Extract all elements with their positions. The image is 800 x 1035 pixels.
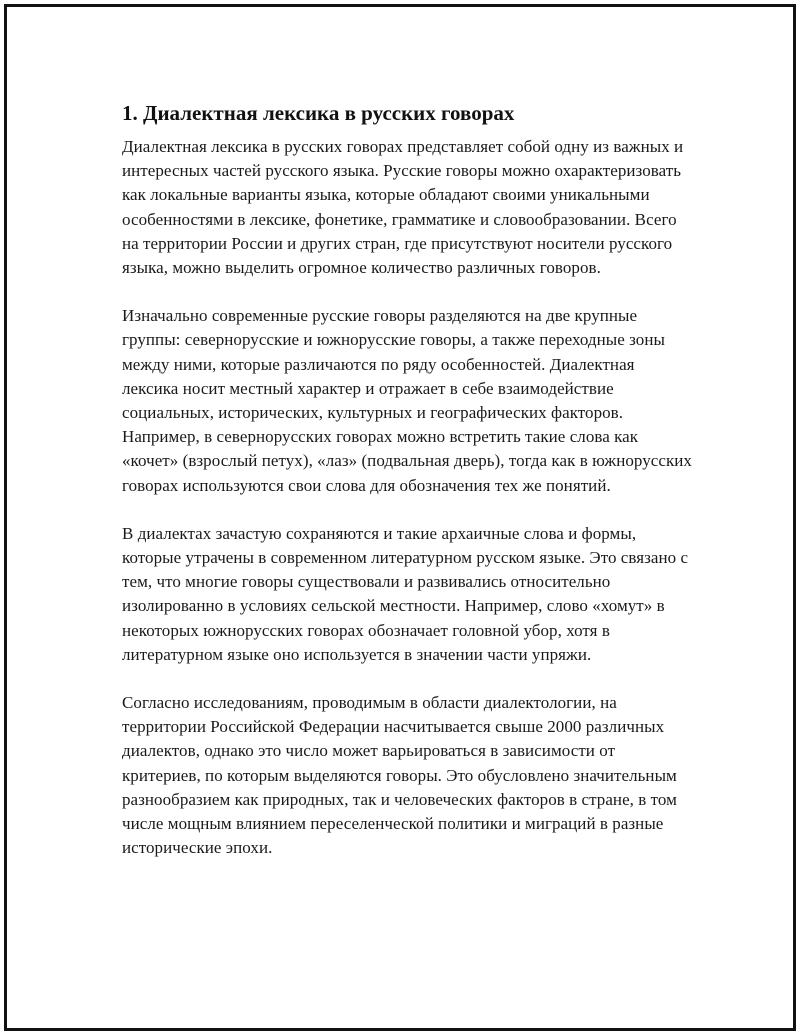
paragraph-1: Диалектная лексика в русских говорах представляет собой одну из важных и интересных частей русского языка. Русские говоры можно охарактеризовать как локальные варианты языка, которые обладают своими уникальными особенностями в лексике, фонетике, грамматике и словообразовании. Всего на территории России и других стран, где присутствуют носители русского языка, можно выделить огромное количество различных говоров. (122, 137, 684, 278)
paragraph-3: В диалектах зачастую сохраняются и такие архаичные слова и формы, которые утрачены в современном литературном русском языке. Это связано с тем, что многие говоры существовали и развивались относительно изолированно в условиях сельской местности. Например, слово «хомут» в некоторых южнорусских говорах обозначает головной убор, хотя в литературном языке оно используется в значении части упряжи. (122, 523, 689, 664)
paragraph-4: Согласно исследованиям, проводимым в области диалектологии, на территории Российской Федерации насчитывается свыше 2000 различных диалектов, однако это число может варьироваться в зависимости от критериев, по которым выделяются говоры. Это обусловлено значительным разнообразием как природных, так и человеческих факторов в стране, в том числе мощным влиянием переселенческой политики и миграций в разные исторические эпохи. (122, 693, 677, 858)
section-heading: 1. Диалектная лексика в русских говорах (122, 101, 515, 125)
paragraph-2: Изначально современные русские говоры разделяются на две крупные группы: севернорусские и южнорусские говоры, а также переходные зоны между ними, которые различаются по ряду особенностей. Диалектная лексика носит местный характер и отражает в себе взаимодействие социальных, исторических, культурных и географических факторов. Например, в севернорусских говорах можно встретить такие слова как «кочет» (взрослый петух), «лаз» (подвальная дверь), тогда как в южнорусских говорах используются свои слова для обозначения тех же понятий. (122, 306, 692, 495)
page-frame (4, 4, 796, 1031)
document-body (122, 99, 692, 884)
